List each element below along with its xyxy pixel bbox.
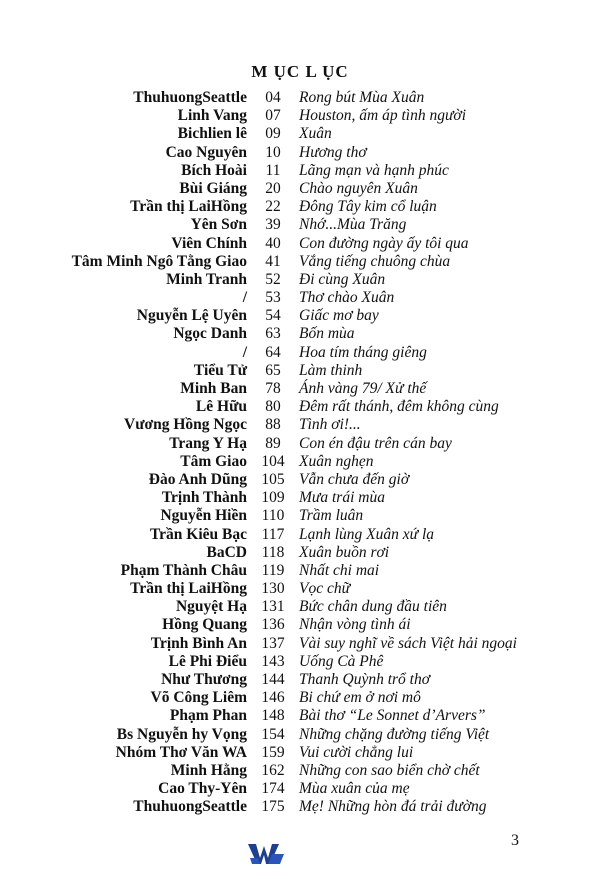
toc-page-number: 10 xyxy=(265,143,281,161)
toc-author: Cao Thy-Yên xyxy=(158,780,247,798)
toc-entry xyxy=(0,344,600,362)
toc-entry xyxy=(0,416,600,434)
toc-work-title: Bức chân dung đầu tiên xyxy=(299,598,447,616)
toc-work-title: Vài suy nghĩ về sách Việt hải ngoại xyxy=(299,634,517,652)
toc-entry xyxy=(0,544,600,562)
toc-work-title: Hoa tím tháng giêng xyxy=(299,343,427,361)
toc-author: Phạm Thành Châu xyxy=(120,561,247,579)
toc-page-number: 52 xyxy=(265,270,281,288)
toc-entry xyxy=(0,616,600,634)
toc-author: Trần Kiêu Bạc xyxy=(149,525,247,543)
toc-author: / xyxy=(242,289,247,307)
toc-work-title: Mùa xuân của mẹ xyxy=(299,780,410,798)
toc-author: Nguyễn Lệ Uyên xyxy=(136,307,247,325)
toc-author: Bichlien lê xyxy=(177,125,247,143)
toc-page-number: 64 xyxy=(265,343,281,361)
toc-work-title: Con đường ngày ấy tôi qua xyxy=(299,234,469,252)
toc-page-number: 07 xyxy=(265,107,281,125)
toc-work-title: Giấc mơ bay xyxy=(299,307,379,325)
toc-work-title: Tình ơi!... xyxy=(299,416,361,434)
toc-work-title: Bốn mùa xyxy=(299,325,355,343)
toc-entry xyxy=(0,689,600,707)
toc-author: Tiểu Tử xyxy=(193,361,247,379)
toc-entry xyxy=(0,125,600,143)
toc-author: ThuhuongSeattle xyxy=(133,798,247,816)
toc-entry xyxy=(0,235,600,253)
toc-work-title: Những chặng đường tiếng Việt xyxy=(299,725,490,743)
toc-page-number: 63 xyxy=(265,325,281,343)
toc-page-number: 146 xyxy=(261,689,285,707)
toc-entry xyxy=(0,398,600,416)
toc-work-title: Thanh Quỳnh trổ thơ xyxy=(299,671,430,688)
page-number: 3 xyxy=(511,832,519,849)
toc-entry xyxy=(0,562,600,580)
toc-work-title: Làm thinh xyxy=(299,361,363,379)
toc-entry xyxy=(0,526,600,544)
toc-page-number: 09 xyxy=(265,125,281,143)
toc-author: Trịnh Bình An xyxy=(150,634,247,652)
publisher-logo-icon xyxy=(246,840,286,866)
toc-page-number: 104 xyxy=(261,452,285,470)
toc-entry xyxy=(0,598,600,616)
toc-entry xyxy=(0,671,600,689)
toc-page-number: 137 xyxy=(261,634,285,652)
toc-entry xyxy=(0,180,600,198)
toc-work-title: Lạnh lùng Xuân xứ lạ xyxy=(299,525,435,543)
toc-author: Phạm Phan xyxy=(169,707,247,725)
toc-page-number: 148 xyxy=(261,707,285,725)
toc-page-number: 22 xyxy=(265,198,281,216)
toc-entry xyxy=(0,435,600,453)
toc-work-title: Thơ chào Xuân xyxy=(299,289,395,307)
toc-page-number: 65 xyxy=(265,361,281,379)
toc-page-number: 110 xyxy=(261,507,285,525)
toc-page-number: 80 xyxy=(265,398,281,416)
toc-author: / xyxy=(242,343,247,361)
toc-work-title: Đông Tây kim cổ luận xyxy=(299,198,437,216)
toc-list xyxy=(0,89,600,817)
toc-entry xyxy=(0,471,600,489)
toc-work-title: Con én đậu trên cán bay xyxy=(299,434,452,452)
toc-work-title: Nhất chi mai xyxy=(299,561,380,579)
toc-work-title: Lãng mạn và hạnh phúc xyxy=(299,161,449,179)
toc-author: Trang Y Hạ xyxy=(169,434,247,452)
toc-page-number: 117 xyxy=(261,525,285,543)
toc-author: Nhóm Thơ Văn WA xyxy=(115,743,247,761)
toc-page-number: 54 xyxy=(265,307,281,325)
toc-page-number: 20 xyxy=(265,179,281,197)
toc-page-number: 78 xyxy=(265,380,281,397)
toc-page-number: 131 xyxy=(261,598,285,616)
toc-work-title: Xuân buồn rơi xyxy=(299,543,390,561)
toc-entry xyxy=(0,580,600,598)
toc-work-title: Rong bút Mùa Xuân xyxy=(299,89,425,106)
toc-author: Hồng Quang xyxy=(162,616,247,634)
toc-author: Yên Sơn xyxy=(190,216,247,234)
toc-work-title: Trầm luân xyxy=(299,507,364,525)
toc-page-number: 154 xyxy=(261,725,285,743)
toc-page-number: 41 xyxy=(265,252,281,270)
toc-work-title: Bi chứ em ở nơi mô xyxy=(299,689,421,707)
toc-entry xyxy=(0,216,600,234)
toc-author: Bích Hoài xyxy=(181,161,247,179)
toc-page-number: 119 xyxy=(261,561,285,579)
toc-work-title: Vui cười chẳng lui xyxy=(299,743,414,761)
toc-entry xyxy=(0,362,600,380)
toc-entry xyxy=(0,744,600,762)
toc-entry xyxy=(0,380,600,398)
toc-page-number: 88 xyxy=(265,416,281,434)
toc-author: ThuhuongSeattle xyxy=(133,89,247,106)
toc-work-title: Ánh vàng 79/ Xử thế xyxy=(299,380,427,397)
toc-work-title: Vắng tiếng chuông chùa xyxy=(299,252,451,270)
toc-entry xyxy=(0,162,600,180)
toc-author: Như Thương xyxy=(161,671,247,688)
toc-author: Linh Vang xyxy=(177,107,247,125)
toc-author: Bs Nguyễn hy Vọng xyxy=(116,725,247,743)
toc-entry xyxy=(0,489,600,507)
toc-author: Tâm Giao xyxy=(180,452,247,470)
toc-page-number: 11 xyxy=(265,161,281,179)
toc-page-number: 105 xyxy=(261,470,285,488)
toc-author: Minh Hằng xyxy=(170,761,247,779)
toc-entry xyxy=(0,453,600,471)
toc-page-number: 53 xyxy=(265,289,281,307)
toc-author: Đào Anh Dũng xyxy=(148,470,247,488)
toc-page-number: 136 xyxy=(261,616,285,634)
toc-entry xyxy=(0,325,600,343)
toc-entry xyxy=(0,507,600,525)
toc-entry xyxy=(0,707,600,725)
toc-author: Bùi Giáng xyxy=(179,179,247,197)
toc-page-number: 130 xyxy=(261,580,285,598)
toc-page-number: 143 xyxy=(261,652,285,670)
toc-author: Minh Ban xyxy=(180,380,247,397)
toc-author: Vương Hồng Ngọc xyxy=(124,416,247,434)
toc-work-title: Vọc chữ xyxy=(299,580,351,598)
toc-work-title: Đêm rất thánh, đêm không cùng xyxy=(299,398,499,416)
toc-work-title: Đi cùng Xuân xyxy=(299,270,386,288)
toc-work-title: Vẫn chưa đến giờ xyxy=(299,470,410,488)
toc-author: Trần thị LaiHồng xyxy=(130,580,247,598)
toc-author: Cao Nguyên xyxy=(165,143,247,161)
toc-author: Trịnh Thành xyxy=(161,489,247,507)
toc-work-title: Uống Cà Phê xyxy=(299,652,384,670)
toc-author: Lê Hữu xyxy=(195,398,247,416)
toc-work-title: Những con sao biển chờ chết xyxy=(299,761,480,779)
toc-author: Ngọc Danh xyxy=(173,325,247,343)
toc-page-number: 174 xyxy=(261,780,285,798)
toc-work-title: Houston, ấm áp tình người xyxy=(299,107,466,125)
toc-entry xyxy=(0,271,600,289)
toc-page-number: 40 xyxy=(265,234,281,252)
toc-author: Nguyệt Hạ xyxy=(175,598,247,616)
toc-page-number: 144 xyxy=(261,671,285,688)
toc-work-title: Nhận vòng tình ái xyxy=(299,616,411,634)
toc-page-number: 118 xyxy=(261,543,285,561)
toc-work-title: Xuân nghẹn xyxy=(299,452,374,470)
toc-entry xyxy=(0,798,600,816)
toc-work-title: Bài thơ “Le Sonnet d’Arvers” xyxy=(299,707,486,725)
toc-work-title: Mưa trái mùa xyxy=(299,489,385,507)
toc-author: Minh Tranh xyxy=(166,270,247,288)
toc-author: Viên Chính xyxy=(171,234,247,252)
toc-entry xyxy=(0,89,600,107)
toc-entry xyxy=(0,253,600,271)
toc-author: Tâm Minh Ngô Tằng Giao xyxy=(71,252,247,270)
toc-page-number: 159 xyxy=(261,743,285,761)
toc-page-number: 162 xyxy=(261,761,285,779)
toc-author: Võ Công Liêm xyxy=(150,689,247,707)
toc-entry xyxy=(0,307,600,325)
toc-page-number: 39 xyxy=(265,216,281,234)
toc-work-title: Chào nguyên Xuân xyxy=(299,179,418,197)
toc-author: Lê Phi Điểu xyxy=(168,652,247,670)
toc-entry xyxy=(0,635,600,653)
toc-page-number: 175 xyxy=(261,798,285,816)
toc-work-title: Hương thơ xyxy=(299,143,367,161)
toc-work-title: Nhớ...Mùa Trăng xyxy=(299,216,407,234)
toc-entry xyxy=(0,653,600,671)
toc-entry xyxy=(0,198,600,216)
toc-entry xyxy=(0,107,600,125)
toc-entry xyxy=(0,289,600,307)
toc-author: Nguyễn Hiền xyxy=(160,507,247,525)
toc-work-title: Mẹ! Những hòn đá trải đường xyxy=(299,798,487,816)
toc-entry xyxy=(0,144,600,162)
toc-page-number: 109 xyxy=(261,489,285,507)
toc-page-number: 04 xyxy=(265,89,281,106)
toc-page-number: 89 xyxy=(265,434,281,452)
toc-author: BaCD xyxy=(206,543,247,561)
toc-entry xyxy=(0,762,600,780)
toc-author: Trần thị LaiHồng xyxy=(130,198,247,216)
toc-entry xyxy=(0,726,600,744)
toc-entry xyxy=(0,780,600,798)
toc-title: M ỤC L ỤC xyxy=(251,62,349,81)
toc-work-title: Xuân xyxy=(299,125,332,143)
